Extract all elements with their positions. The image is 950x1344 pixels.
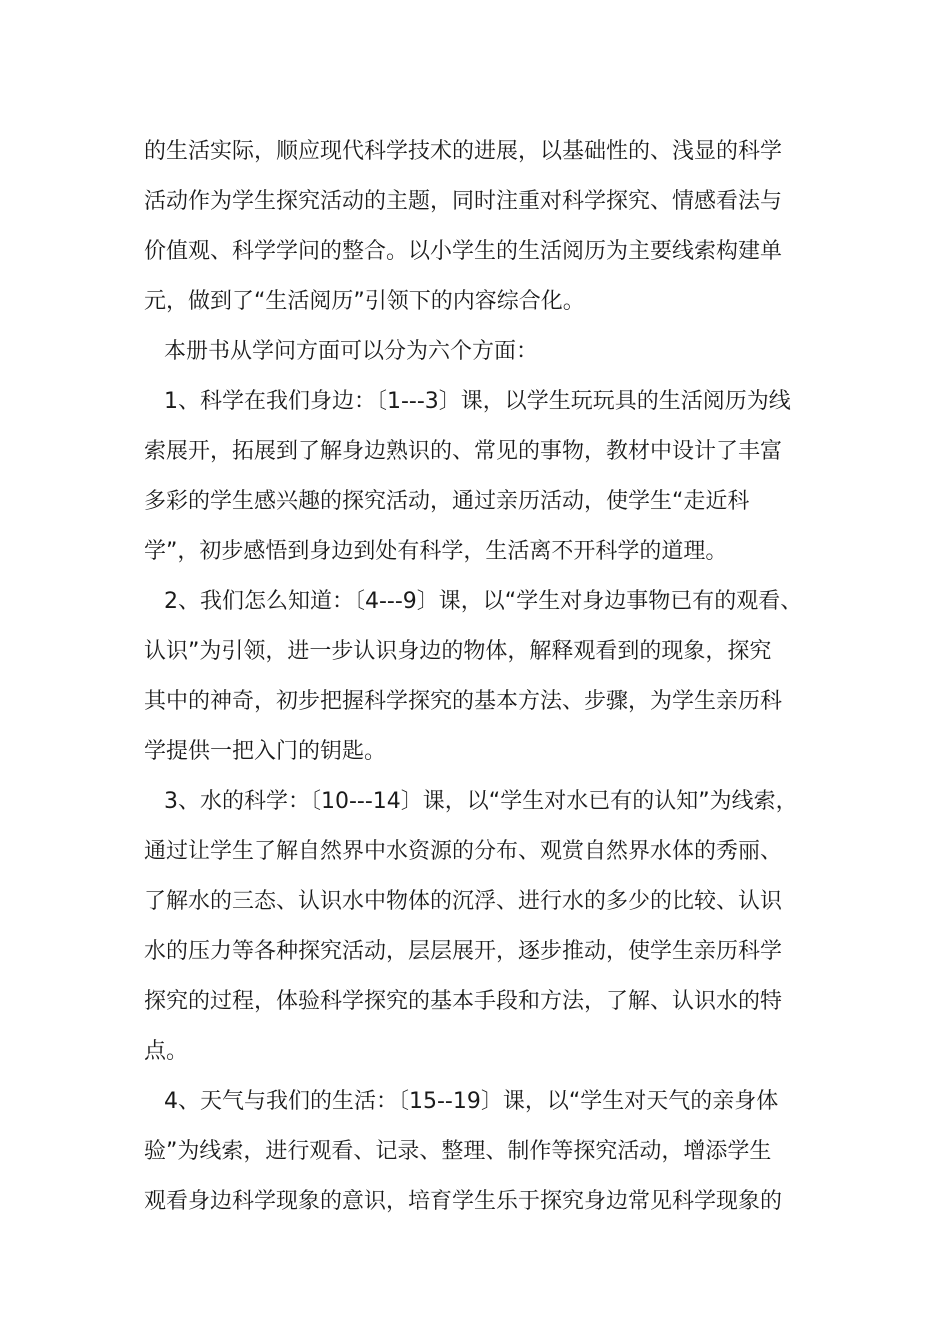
text-line: 价值观、科学学问的整合。以小学生的生活阅历为主要线索构建单 (144, 239, 783, 264)
text-line: 点。 (144, 1039, 189, 1064)
text-line: 观看身边科学现象的意识，培育学生乐于探究身边常见科学现象的 (144, 1189, 783, 1214)
text-line: 验”为线索，进行观看、记录、整理、制作等探究活动，增添学生 (144, 1139, 772, 1164)
text-line: 本册书从学问方面可以分为六个方面： (164, 339, 539, 364)
text-line: 3、水的科学：〔10---14〕课，以“学生对水已有的认知”为线索， (164, 789, 798, 814)
text-line: 探究的过程，体验科学探究的基本手段和方法，了解、认识水的特 (144, 989, 783, 1014)
text-line: 元，做到了“生活阅历”引领下的内容综合化。 (144, 289, 585, 314)
text-line: 水的压力等各种探究活动，层层展开，逐步推动，使学生亲历科学 (144, 939, 783, 964)
text-line: 2、我们怎么知道：〔4---9〕课，以“学生对身边事物已有的观看、 (164, 589, 803, 614)
text-line: 认识”为引领，进一步认识身边的物体，解释观看到的现象，探究 (144, 639, 772, 664)
text-line: 学”，初步感悟到身边到处有科学，生活离不开科学的道理。 (144, 539, 728, 564)
text-line: 索展开，拓展到了解身边熟识的、常见的事物，教材中设计了丰富 (144, 439, 783, 464)
body-text (144, 127, 824, 1227)
text-line: 1、科学在我们身边：〔1---3〕课，以学生玩玩具的生活阅历为线 (164, 389, 791, 414)
text-line: 活动作为学生探究活动的主题，同时注重对科学探究、情感看法与 (144, 189, 783, 214)
text-line: 了解水的三态、认识水中物体的沉浮、进行水的多少的比较、认识 (144, 889, 783, 914)
text-line: 多彩的学生感兴趣的探究活动，通过亲历活动，使学生“走近科 (144, 489, 750, 514)
text-line: 其中的神奇，初步把握科学探究的基本方法、步骤，为学生亲历科 (144, 689, 783, 714)
text-line: 学提供一把入门的钥匙。 (144, 739, 387, 764)
text-line: 通过让学生了解自然界中水资源的分布、观赏自然界水体的秀丽、 (144, 839, 783, 864)
text-line: 的生活实际，顺应现代科学技术的进展，以基础性的、浅显的科学 (144, 139, 783, 164)
text-line: 4、天气与我们的生活：〔15--19〕课，以“学生对天气的亲身体 (164, 1089, 779, 1114)
